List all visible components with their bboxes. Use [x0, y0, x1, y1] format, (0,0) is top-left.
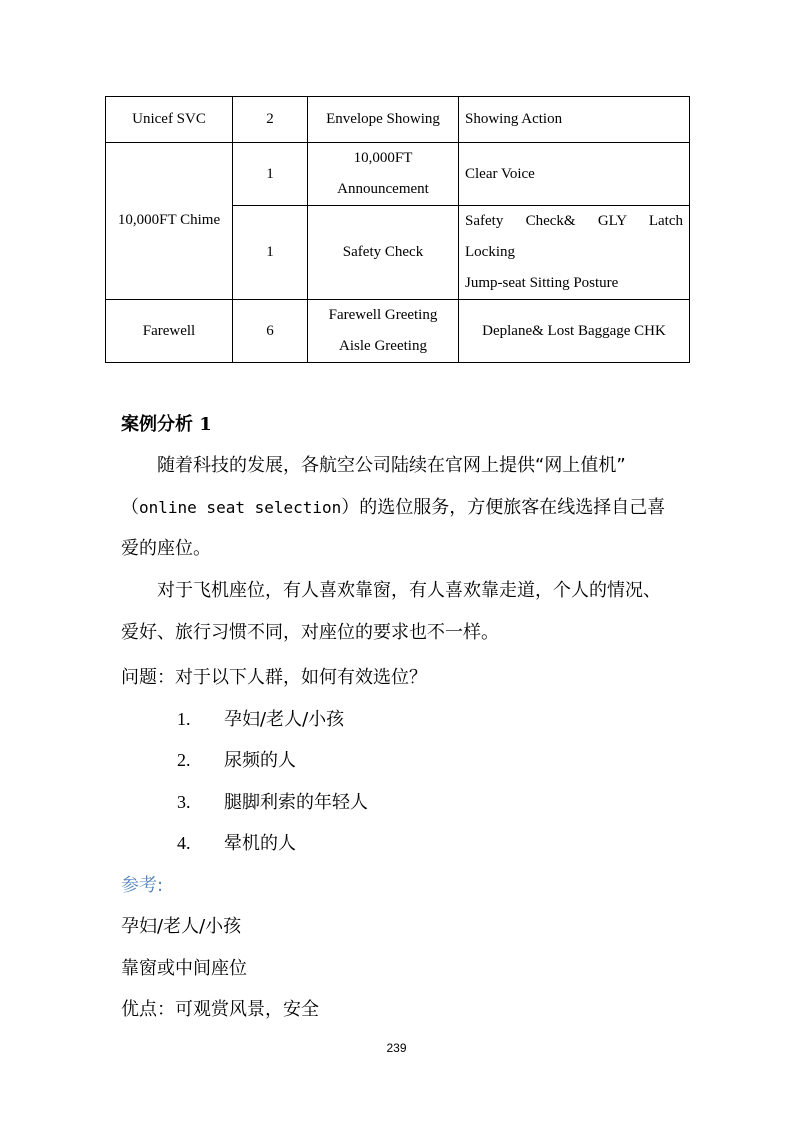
- reference-line: 靠窗或中间座位: [121, 958, 247, 979]
- table-cell: Farewell: [106, 300, 233, 363]
- cell-line: Safety Check& GLY Latch: [465, 213, 683, 229]
- list-item: [177, 829, 296, 855]
- list-text: 孕妇/老人/小孩: [224, 709, 345, 730]
- table-row: [106, 97, 690, 143]
- reference-label: 参考:: [121, 875, 164, 896]
- cell-line: Farewell Greeting: [328, 307, 438, 323]
- list-text: 尿频的人: [224, 750, 296, 771]
- cell-line: Aisle Greeting: [339, 338, 427, 354]
- table-cell: Envelope Showing: [308, 97, 459, 143]
- table-cell: 6: [233, 300, 308, 363]
- question: 问题：对于以下人群，如何有效选位？: [121, 667, 427, 688]
- page-number: 239: [386, 1041, 407, 1055]
- cell-line: 10,000FT: [353, 150, 413, 166]
- table-cell: [308, 143, 459, 206]
- table-cell: 1: [233, 206, 308, 300]
- text-fragment: （: [121, 496, 139, 518]
- table-row: [106, 300, 690, 363]
- reference-line: 孕妇/老人/小孩: [121, 916, 242, 937]
- table-cell: Clear Voice: [459, 143, 690, 206]
- table-cell: [459, 206, 690, 300]
- text-fragment: online seat selection: [139, 497, 342, 517]
- table-cell: Unicef SVC: [106, 97, 233, 143]
- table-cell: Deplane& Lost Baggage CHK: [459, 300, 690, 363]
- case-title: 案例分析 1: [121, 414, 212, 435]
- list-number: 3.: [177, 792, 191, 812]
- list-text: 腿脚利索的年轻人: [224, 792, 368, 813]
- table-cell: 2: [233, 97, 308, 143]
- table-row: [106, 143, 690, 206]
- text-fragment: ）的选位服务，方便旅客在线选择自己喜: [341, 496, 666, 518]
- table-cell: 10,000FT Chime: [106, 143, 233, 300]
- table-cell: 1: [233, 143, 308, 206]
- text-line: 爱好、旅行习惯不同，对座位的要求也不一样。: [121, 621, 499, 643]
- cell-line: Jump-seat Sitting Posture: [465, 275, 619, 291]
- cell-line: Locking: [465, 244, 515, 260]
- table-cell: Showing Action: [459, 97, 690, 143]
- text-line: 对于飞机座位，有人喜欢靠窗，有人喜欢靠走道，个人的情况、: [157, 580, 661, 601]
- list-number: 2.: [177, 750, 191, 770]
- text-line: 爱的座位。: [121, 538, 211, 559]
- reference-line: 优点：可观赏风景，安全: [121, 999, 319, 1020]
- list-text: 晕机的人: [224, 833, 296, 854]
- list-item: [177, 788, 368, 814]
- paragraph-intro: [121, 445, 676, 570]
- table-cell: [308, 300, 459, 363]
- list-item: [177, 705, 344, 731]
- procedure-table: [105, 96, 690, 363]
- text-line: 随着科技的发展，各航空公司陆续在官网上提供“网上值机”: [157, 455, 626, 476]
- text-line: [121, 487, 676, 529]
- list-number: 4.: [177, 833, 191, 853]
- list-number: 1.: [177, 709, 191, 729]
- cell-line: Announcement: [337, 181, 429, 197]
- table-cell: Safety Check: [308, 206, 459, 300]
- paragraph-preferences: [121, 570, 676, 653]
- list-item: [177, 746, 296, 772]
